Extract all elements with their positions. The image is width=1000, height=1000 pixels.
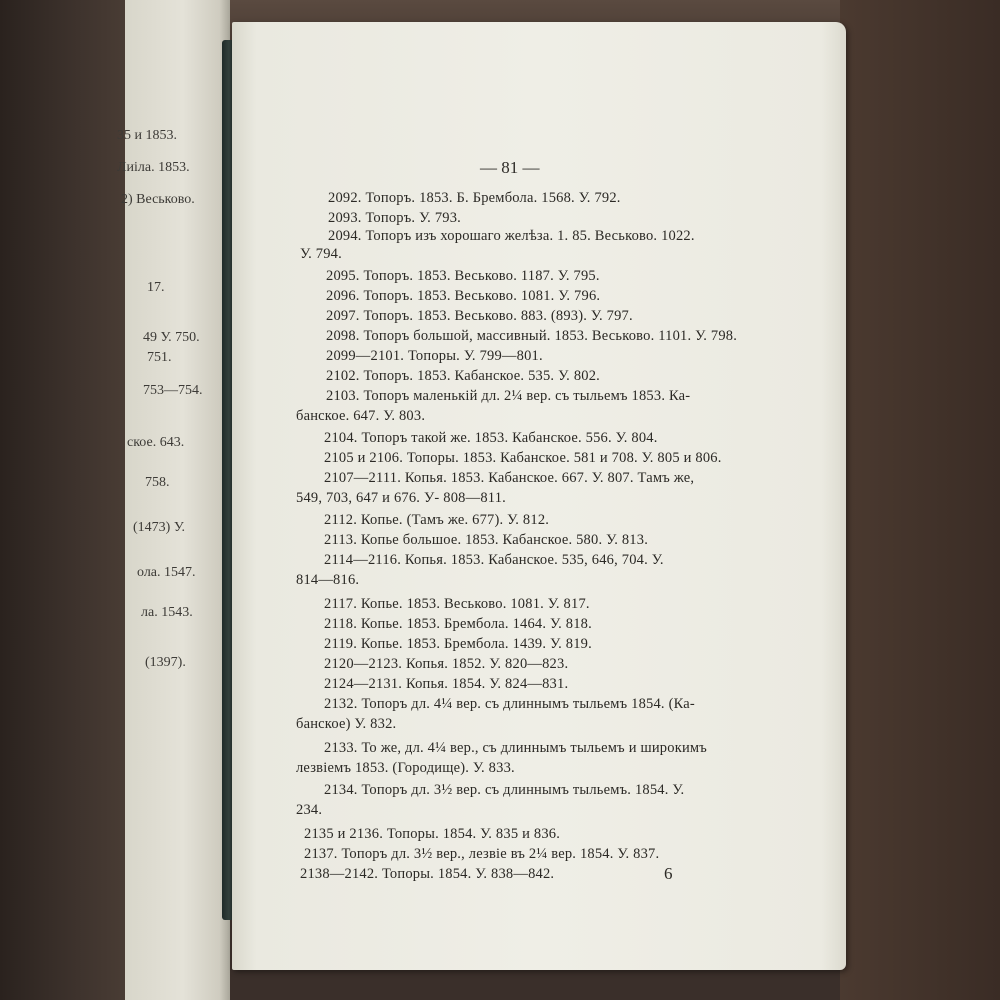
- left-page-fragment: ское. 643.: [127, 435, 185, 450]
- catalog-entry: 2138—2142. Топоры. 1854. У. 838—842.: [300, 866, 555, 882]
- left-page-fragment: (1397).: [145, 655, 186, 670]
- left-page: [117, 0, 230, 1000]
- catalog-entry: 2092. Топоръ. 1853. Б. Бремболa. 1568. У. 792.: [328, 190, 621, 206]
- catalog-entry: 2134. Топоръ дл. 3½ вер. съ длиннымъ тыльемъ. 1854. У.: [324, 782, 685, 798]
- catalog-entry: 2105 и 2106. Топоры. 1853. Кабанское. 581 и 708. У. 805 и 806.: [324, 450, 722, 466]
- catalog-entry: 2107—2111. Копья. 1853. Кабанское. 667. У. 807. Тамъ же,: [324, 470, 695, 486]
- catalog-entry: 2093. Топоръ. У. 793.: [328, 210, 462, 226]
- left-page-fragment: 17.: [147, 280, 165, 295]
- catalog-entry: 2113. Копье большое. 1853. Кабанское. 580. У. 813.: [324, 532, 649, 548]
- catalog-entry-continuation: 549, 703, 647 и 676. У- 808—811.: [296, 490, 506, 506]
- catalog-entry: 2135 и 2136. Топоры. 1854. У. 835 и 836.: [304, 826, 561, 842]
- catalog-entry: 2119. Копье. 1853. Бремболa. 1439. У. 819.: [324, 636, 592, 652]
- left-page-fragment: (1473) У.: [133, 520, 185, 535]
- left-page-fragment: 2) Веськово.: [121, 192, 195, 207]
- catalog-entry-continuation: 234.: [296, 802, 323, 818]
- catalog-entry: 2104. Топоръ такой же. 1853. Кабанское. 556. У. 804.: [324, 430, 658, 446]
- left-page-fragment: ола. 1547.: [137, 565, 196, 580]
- catalog-entry: 2132. Топоръ дл. 4¼ вер. съ длиннымъ тыльемъ 1854. (Ка-: [324, 696, 695, 712]
- left-page-fragment: 35 и 1853.: [117, 128, 177, 143]
- catalog-entry-continuation: 814—816.: [296, 572, 360, 588]
- catalog-entry-continuation: У. 794.: [300, 246, 342, 262]
- catalog-entry: 2094. Топоръ изъ хорошаго желѣза. 1. 85. Веськово. 1022.: [328, 228, 695, 244]
- catalog-entry: 2137. Топоръ дл. 3½ вер., лезвіе въ 2¼ вер. 1854. У. 837.: [304, 846, 660, 862]
- left-page-fragment: 49 У. 750.: [143, 330, 200, 345]
- catalog-entry: 2120—2123. Копья. 1852. У. 820—823.: [324, 656, 569, 672]
- catalog-entry: 2097. Топоръ. 1853. Веськово. 883. (893). У. 797.: [326, 308, 633, 324]
- catalog-entry: 2133. То же, дл. 4¼ вер., съ длиннымъ тыльемъ и широкимъ: [324, 740, 707, 756]
- catalog-entry: 2102. Топоръ. 1853. Кабанское. 535. У. 802.: [326, 368, 600, 384]
- catalog-entry-continuation: банское) У. 832.: [296, 716, 397, 732]
- desk-background-right: [840, 0, 1000, 1000]
- catalog-entry-continuation: банское. 647. У. 803.: [296, 408, 426, 424]
- catalog-entry: 2124—2131. Копья. 1854. У. 824—831.: [324, 676, 569, 692]
- catalog-entry: 2118. Копье. 1853. Бремболa. 1464. У. 818.: [324, 616, 592, 632]
- catalog-entry: 2099—2101. Топоры. У. 799—801.: [326, 348, 543, 364]
- catalog-entry-continuation: лезвіемъ 1853. (Городище). У. 833.: [296, 760, 515, 776]
- signature-mark: 6: [664, 864, 673, 883]
- left-page-fragment: ла. 1543.: [141, 605, 193, 620]
- page-number: — 81 —: [480, 158, 540, 177]
- catalog-entry: 2098. Топоръ большой, массивный. 1853. Веськово. 1101. У. 798.: [326, 328, 738, 344]
- catalog-entry: 2095. Топоръ. 1853. Веськово. 1187. У. 795.: [326, 268, 600, 284]
- catalog-entry: 2112. Копье. (Тамъ же. 677). У. 812.: [324, 512, 550, 528]
- catalog-entry: 2114—2116. Копья. 1853. Кабанское. 535, 646, 704. У.: [324, 552, 664, 568]
- left-page-fragment: 751.: [147, 350, 172, 365]
- left-page-fragment: 753—754.: [143, 383, 203, 398]
- catalog-entry: 2096. Топоръ. 1853. Веськово. 1081. У. 796.: [326, 288, 601, 304]
- desk-background-left: [0, 0, 130, 1000]
- left-page-fragment: Лиіла. 1853.: [117, 160, 190, 175]
- left-page-fragment: 758.: [145, 475, 170, 490]
- catalog-entry: 2103. Топоръ маленькій дл. 2¼ вер. съ тыльемъ 1853. Ка-: [326, 388, 691, 404]
- catalog-entry: 2117. Копье. 1853. Веськово. 1081. У. 817.: [324, 596, 590, 612]
